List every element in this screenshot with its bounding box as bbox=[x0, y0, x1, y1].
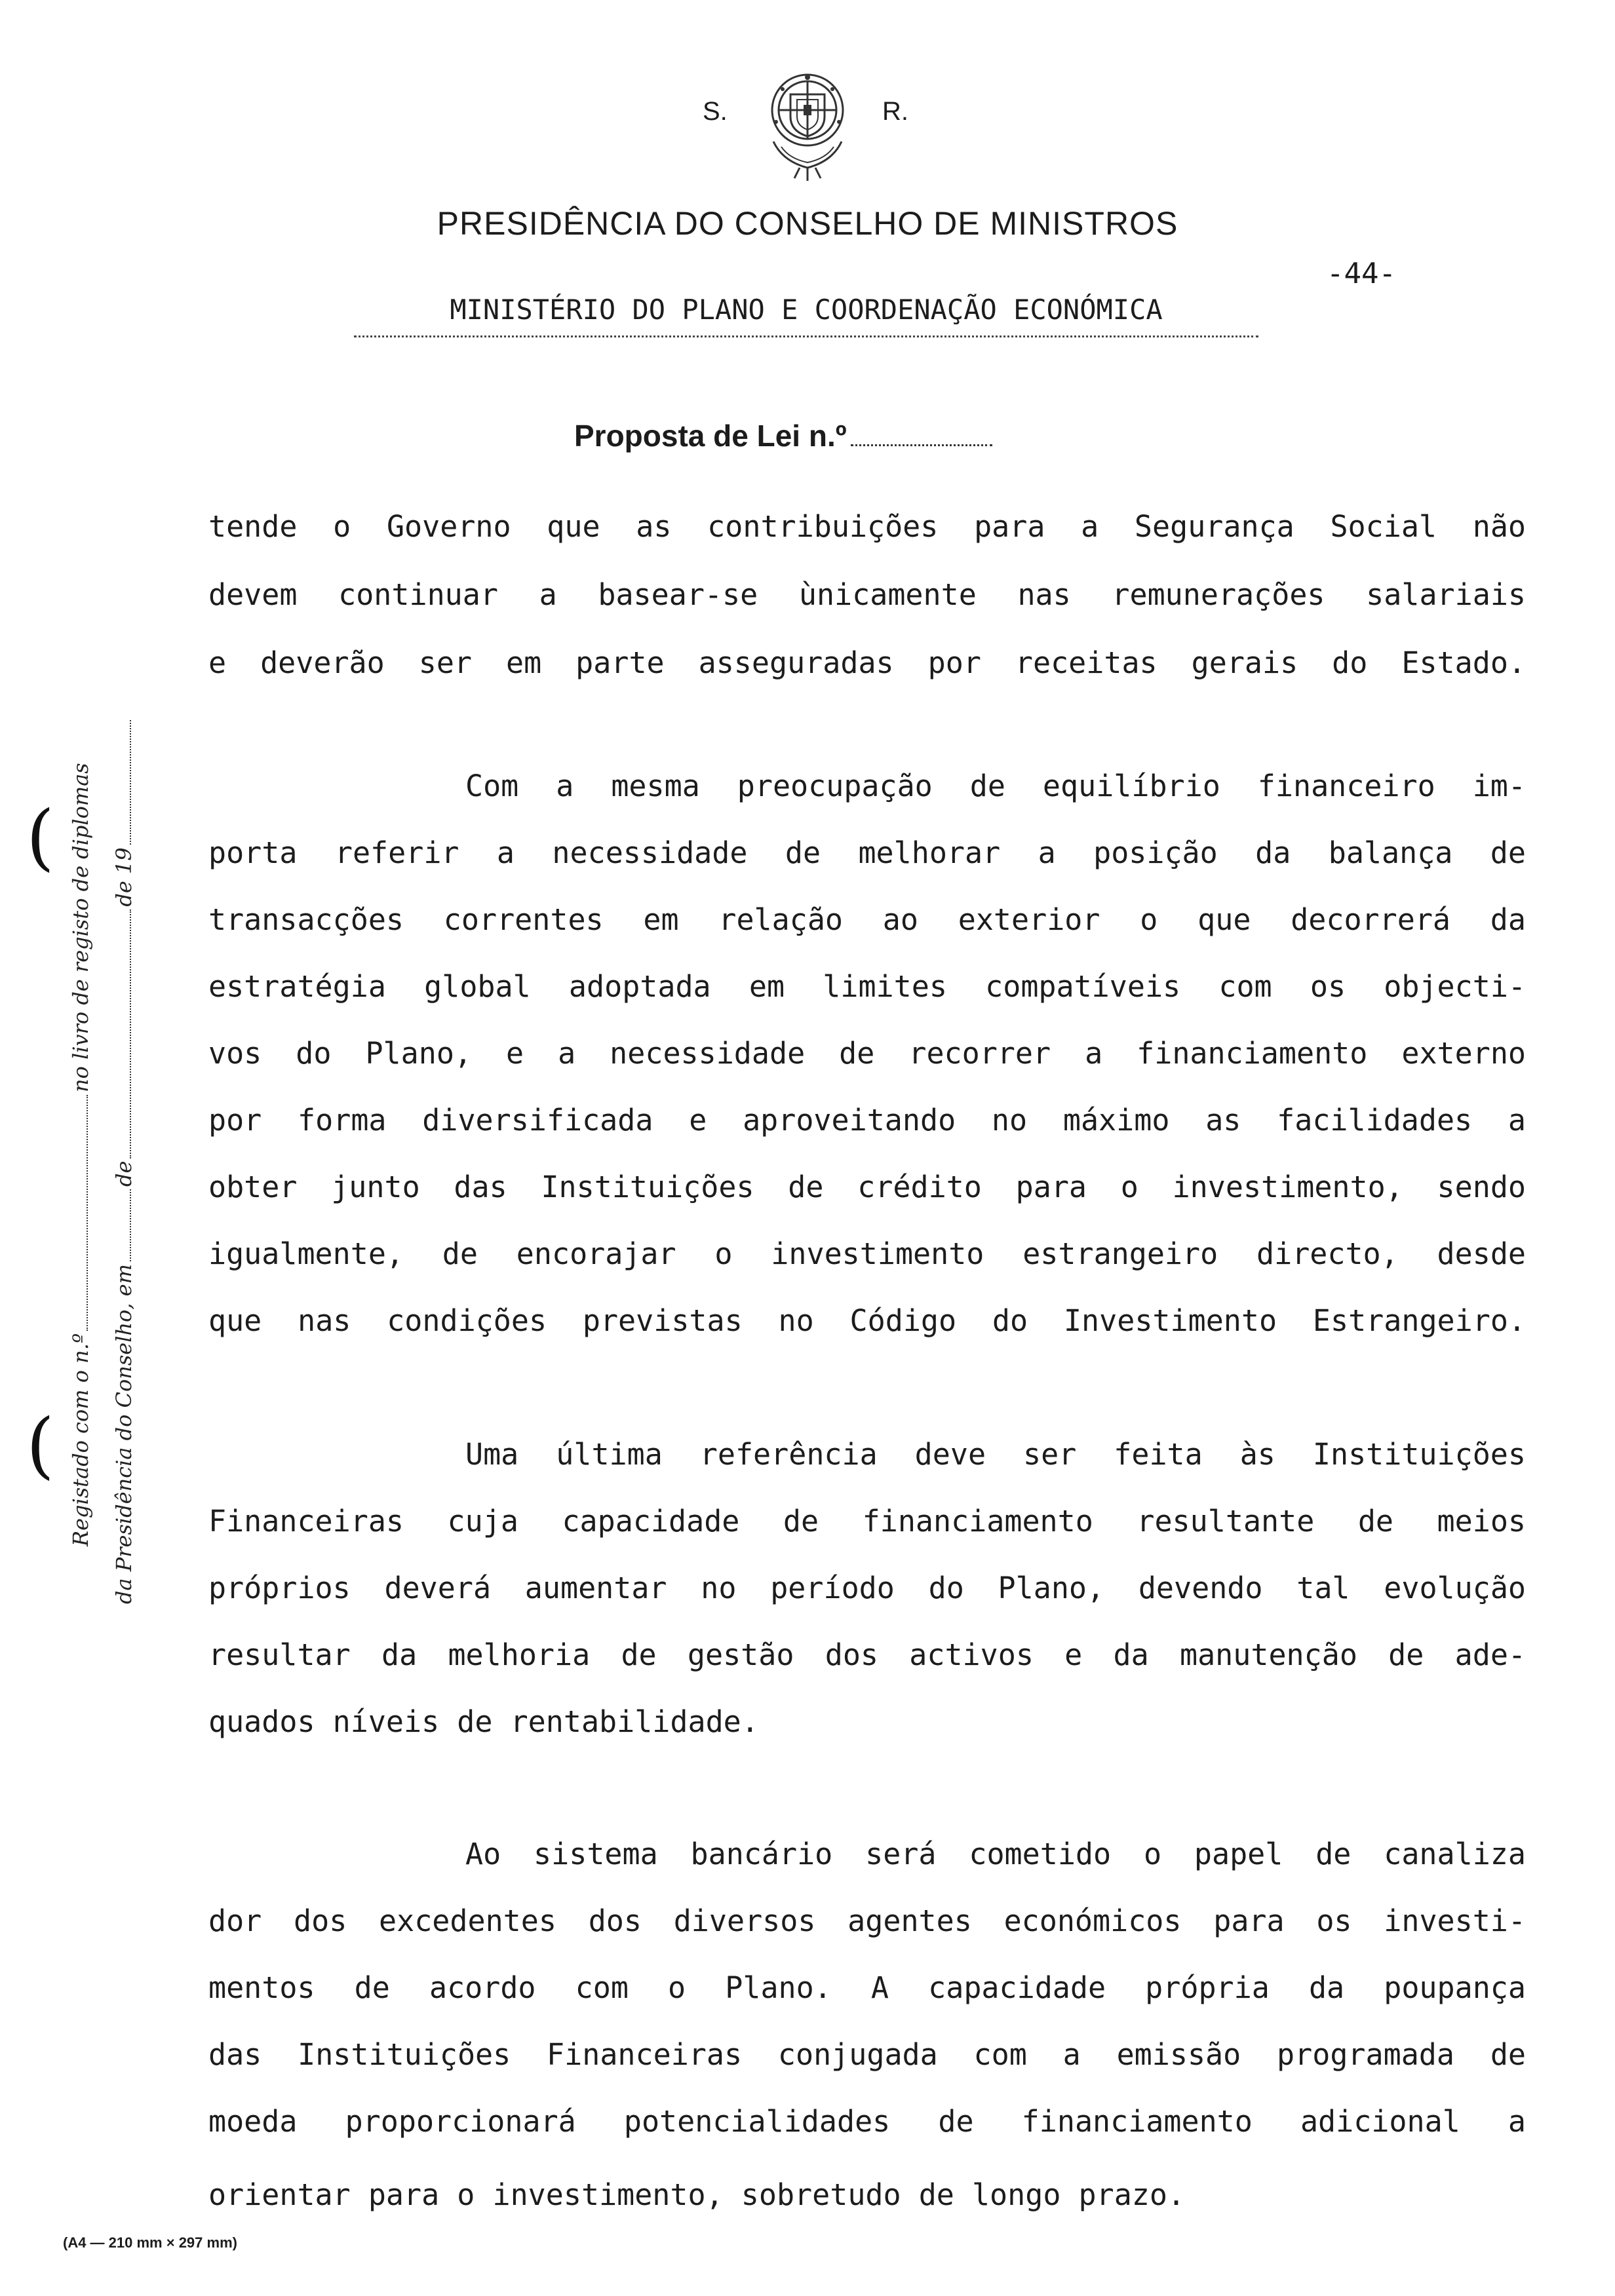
margin-brace-top-icon: ( bbox=[26, 795, 54, 879]
body-line: obter junto das Instituições de crédito para o investimento, sendo bbox=[208, 1170, 1526, 1204]
margin-year-blank bbox=[130, 720, 131, 845]
ministry-underline bbox=[354, 335, 1258, 337]
body-line: mentos de acordo com o Plano. A capacidade própria da poupança bbox=[208, 1970, 1526, 2005]
body-line: Uma última referência deve ser feita às Instituições bbox=[465, 1437, 1526, 1472]
margin-number-blank bbox=[87, 1095, 88, 1331]
body-line: dor dos excedentes dos diversos agentes económicos para os investi- bbox=[208, 1904, 1526, 1938]
margin-brace-bottom-icon: ( bbox=[26, 1403, 54, 1487]
body-line: por forma diversificada e aproveitando no máximo as facilidades a bbox=[208, 1103, 1526, 1138]
margin-registration-line-1 bbox=[68, 763, 93, 1546]
body-line: resultar da melhoria de gestão dos activos e da manutenção de ade- bbox=[208, 1637, 1526, 1672]
margin-year-label: de 19 bbox=[111, 847, 136, 907]
margin-book-label: no livro de registo de diplomas bbox=[68, 763, 93, 1092]
body-line: estratégia global adoptada em limites compatíveis com os objecti- bbox=[208, 969, 1526, 1004]
margin-month-blank bbox=[130, 909, 131, 1158]
body-line: orientar para o investimento, sobretudo de longo prazo. bbox=[208, 2177, 1186, 2212]
body-line: e deverão ser em parte asseguradas por receitas gerais do Estado. bbox=[208, 645, 1526, 680]
proposal-number-blank bbox=[851, 444, 992, 446]
margin-registration-line-2 bbox=[111, 718, 136, 1604]
page-number: -44- bbox=[1327, 257, 1396, 290]
body-line: devem continuar a basear-se ùnicamente nas remunerações salariais bbox=[208, 577, 1526, 612]
sr-left-letter: S. bbox=[703, 97, 728, 126]
margin-day-blank bbox=[130, 1189, 131, 1261]
proposal-heading bbox=[574, 418, 992, 453]
margin-de-label: de bbox=[111, 1160, 136, 1187]
body-line: Com a mesma preocupação de equilíbrio financeiro im- bbox=[465, 769, 1526, 803]
body-line: porta referir a necessidade de melhorar a posição da balança de bbox=[208, 835, 1526, 870]
paper-size-note: (A4 — 210 mm × 297 mm) bbox=[63, 2234, 237, 2251]
body-line: Ao sistema bancário será cometido o papel de canaliza bbox=[465, 1837, 1526, 1871]
coat-of-arms-seal-icon bbox=[763, 63, 852, 185]
body-line: Financeiras cuja capacidade de financiamento resultante de meios bbox=[208, 1504, 1526, 1539]
proposal-label: Proposta de Lei n.º bbox=[574, 419, 847, 453]
body-line: transacções correntes em relação ao exterior o que decorrerá da bbox=[208, 902, 1526, 937]
body-line: moeda proporcionará potencialidades de financiamento adicional a bbox=[208, 2104, 1526, 2139]
sr-right-letter: R. bbox=[882, 97, 908, 126]
body-line: próprios deverá aumentar no período do Plano, devendo tal evolução bbox=[208, 1571, 1526, 1605]
ministry-title: MINISTÉRIO DO PLANO E COORDENAÇÃO ECONÓMICA bbox=[450, 294, 1163, 326]
body-line: vos do Plano, e a necessidade de recorrer a financiamento externo bbox=[208, 1036, 1526, 1071]
presidency-title: PRESIDÊNCIA DO CONSELHO DE MINISTROS bbox=[437, 205, 1178, 242]
body-line: igualmente, de encorajar o investimento estrangeiro directo, desde bbox=[208, 1236, 1526, 1271]
body-line: quados níveis de rentabilidade. bbox=[208, 1704, 759, 1739]
body-line: das Instituições Financeiras conjugada com a emissão programada de bbox=[208, 2037, 1526, 2072]
margin-registered-label: Registado com o n.º bbox=[68, 1333, 93, 1546]
margin-presidency-label: da Presidência do Conselho, em bbox=[111, 1264, 136, 1604]
body-line: tende o Governo que as contribuições para a Segurança Social não bbox=[208, 509, 1526, 544]
body-line: que nas condições previstas no Código do Investimento Estrangeiro. bbox=[208, 1303, 1526, 1338]
